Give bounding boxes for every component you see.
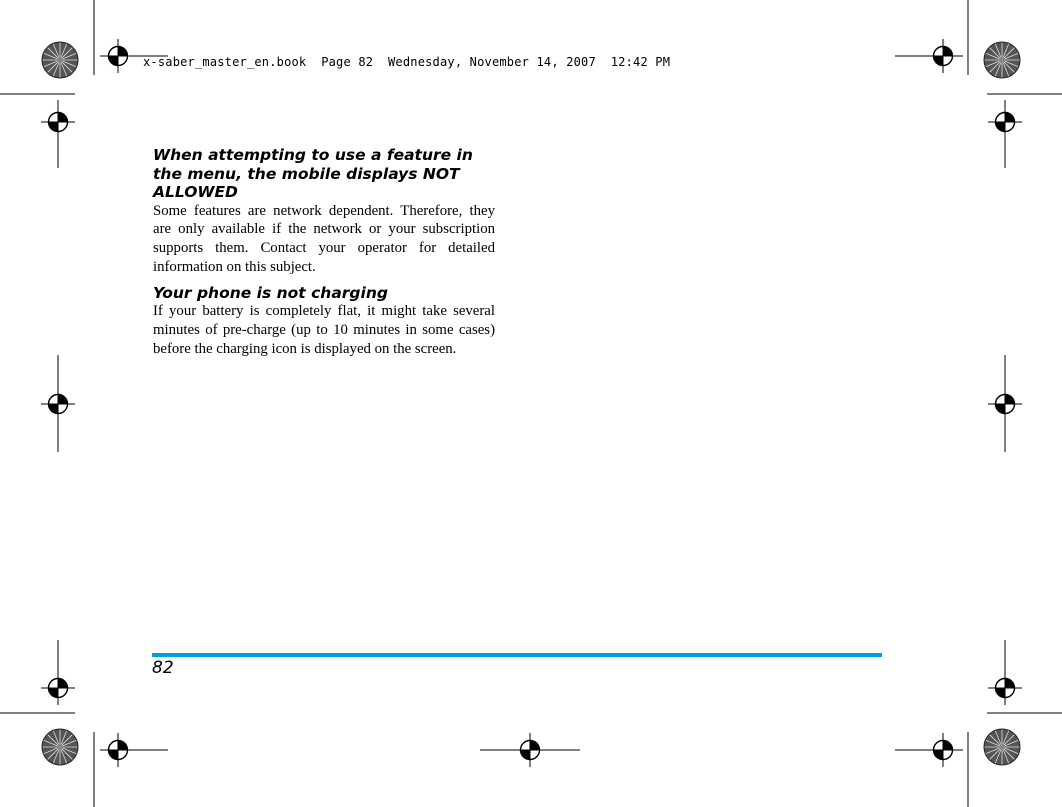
footer-rule [152,653,882,657]
page-content [153,146,495,359]
section-heading: Your phone is not charging [153,283,388,302]
section-not-charging [153,284,495,359]
print-slug: x-saber_master_en.book Page 82 Wednesday, November 14, 2007 12:42 PM [143,55,671,69]
section-not-allowed [153,146,495,277]
section-body: Some features are network dependent. Therefore, they are only available if the network or your subscription supports them. Contact your operator for detailed information on this subject. [153,202,495,275]
page-number: 82 [152,658,174,678]
section-body: If your battery is completely flat, it might take several minutes of pre-charge (up to 10 minutes in some cases) before the charging icon is displayed on the screen. [153,303,495,357]
section-heading: When attempting to use a feature in the menu, the mobile displays NOT ALLOWED [153,146,473,201]
